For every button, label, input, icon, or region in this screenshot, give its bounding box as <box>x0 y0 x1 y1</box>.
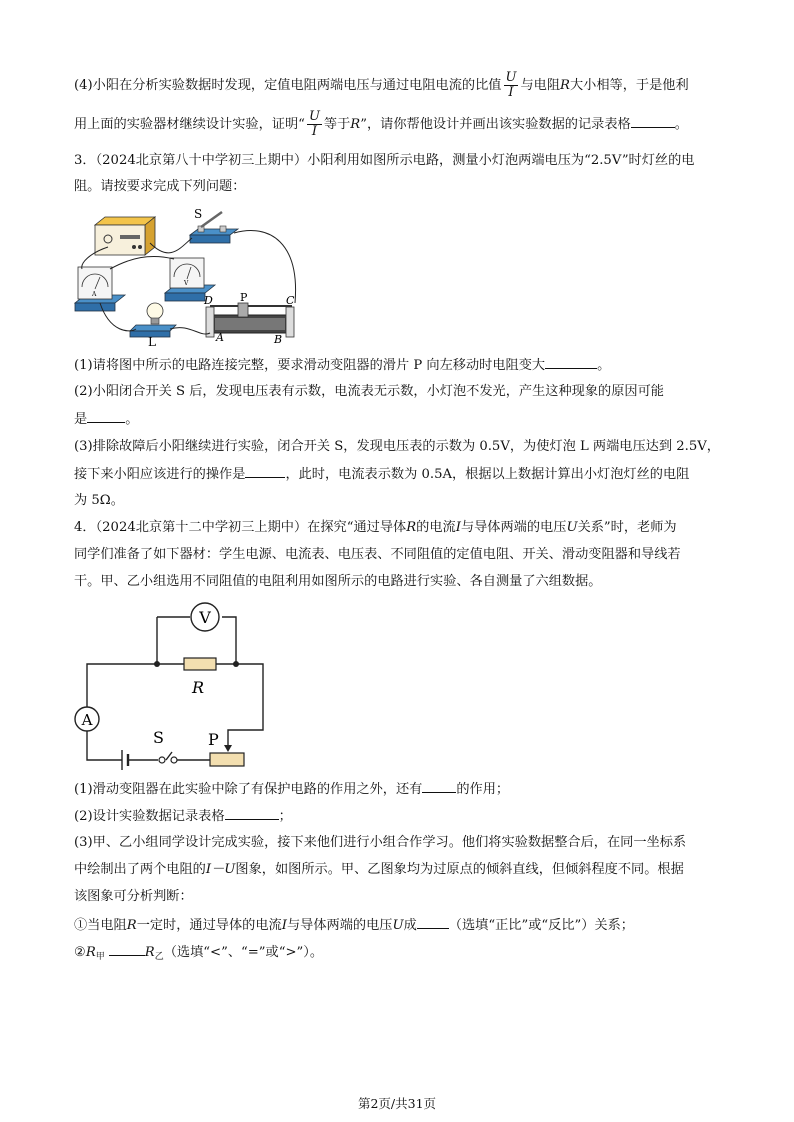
q3-p1-text: (1)请将图中所示的电路连接完整，要求滑动变阻器的滑片 P 向左移动时电阻变大 <box>74 358 546 373</box>
q4-part3-line3: 该图象可分析判断： <box>74 889 193 904</box>
var-I: I <box>281 918 287 933</box>
q4-c1-text-c: 与导体两端的电压 <box>286 918 393 933</box>
q3-stem-line2: 阻。请按要求完成下列问题： <box>74 179 246 194</box>
q4-c1-text-b: 一定时，通过导体的电流 <box>136 918 282 933</box>
q4-part3-line1: (3)甲、乙小组同学设计完成实验，接下来他们进行小组合作学习。他们将实验数据整合后，在同一坐标系 <box>74 835 687 850</box>
q4-c2-text-b: （选填“<”、“=”或“>”）。 <box>163 945 324 960</box>
var-R-yi: R <box>144 945 155 960</box>
svg-text:A: A <box>92 291 97 298</box>
page-footer: 第2页/共31页 <box>357 1096 437 1111</box>
lamp-icon <box>130 303 176 337</box>
switch-symbol <box>159 757 165 763</box>
junction-dot <box>154 661 160 667</box>
q3-circuit-figure <box>70 203 310 348</box>
answer-blank[interactable] <box>545 356 597 369</box>
q3-part3-line1: (3)排除故障后小阳继续进行实验，闭合开关 S，发现电压表的示数为 0.5V，为使灯泡 L 两端电压达到 2.5V， <box>74 439 720 454</box>
q3-part2-line1: (2)小阳闭合开关 S 后，发现电压表有示数，电流表无示数，小灯泡不发光，产生这种现象的原因可能 <box>74 384 664 399</box>
fraction-denominator: I <box>311 124 317 139</box>
terminal-C-label: C <box>286 294 295 307</box>
power-supply-icon <box>95 217 155 255</box>
q2-part4-line1 <box>74 71 724 100</box>
resistor-label: R <box>191 678 205 697</box>
q4-p2-text-b: ； <box>278 809 292 824</box>
svg-text:V: V <box>184 280 189 287</box>
fraction-numerator: U <box>308 109 320 124</box>
answer-blank[interactable] <box>417 916 449 929</box>
switch-symbol <box>171 757 177 763</box>
answer-blank[interactable] <box>631 115 675 128</box>
terminal-B-label: B <box>274 333 283 346</box>
q4-stem-text-b: 的电流 <box>416 520 456 535</box>
q2-p4-text-c: 大小相等，于是他利 <box>569 78 689 93</box>
voltmeter-label: V <box>199 608 211 627</box>
ratio-fraction-2 <box>307 110 322 139</box>
terminal-D-label: D <box>204 294 213 307</box>
q4-stem-line3: 干。甲、乙小组选用不同阻值的电阻利用如图所示的电路进行实验、各自测量了六组数据。 <box>74 574 602 589</box>
q3-p2b-end: 。 <box>125 412 139 427</box>
q3-part3-line2 <box>74 465 724 484</box>
switch-label: S <box>194 207 203 221</box>
switch-label: S <box>153 728 164 747</box>
subscript-yi: 乙 <box>154 952 164 962</box>
slider-label: P <box>208 730 219 749</box>
q4-conclusion-1 <box>74 916 724 935</box>
var-R: R <box>126 918 137 933</box>
var-I: I <box>455 520 461 535</box>
circuit-wires <box>87 617 263 760</box>
answer-blank[interactable] <box>87 410 125 423</box>
q3-stem-line1: 3．（2024北京第八十中学初三上期中）小阳利用如图所示电路，测量小灯泡两端电压为“2.5V”时灯丝的电 <box>74 153 695 168</box>
q4-part1 <box>74 780 724 799</box>
junction-dot <box>233 661 239 667</box>
terminal-A-label: A <box>216 331 224 344</box>
fraction-denominator: I <box>508 85 514 100</box>
q4-circuit-diagram <box>70 600 280 775</box>
answer-blank[interactable] <box>245 465 285 478</box>
q4-c1-text-e: （选填“正比”或“反比”）关系； <box>448 918 634 933</box>
ratio-fraction <box>504 71 519 100</box>
var-U: U <box>392 918 404 933</box>
q4-stem-line2: 同学们准备了如下器材：学生电源、电流表、电压表、不同阻值的定值电阻、开关、滑动变阻器和导线若 <box>74 547 681 562</box>
rheostat-symbol <box>210 753 244 766</box>
fraction-numerator: U <box>505 70 517 85</box>
q3-p3b-text-2: ，此时，电流表示数为 0.5A，根据以上数据计算出小灯泡灯丝的电阻 <box>285 467 690 482</box>
var-R: R <box>560 78 570 93</box>
q2-p4-text-b: 与电阻 <box>520 78 561 93</box>
q2-p4-text-d: 用上面的实验器材继续设计实验，证明“ <box>74 117 305 132</box>
q2-part4-line2 <box>74 110 724 139</box>
var-I-U: I－U <box>205 862 236 877</box>
slider-P-label: P <box>240 291 248 304</box>
q3-p1-end: 。 <box>597 358 611 373</box>
q3-part2-line2 <box>74 410 724 429</box>
q2-p4-end: 。 <box>674 117 688 132</box>
var-R: R <box>350 117 361 132</box>
q2-p4-text-f: ”，请你帮他设计并画出该实验数据的记录表格 <box>360 117 631 132</box>
q4-stem-text-d: 关系”时，老师为 <box>577 520 677 535</box>
answer-blank[interactable] <box>422 780 456 793</box>
resistor-symbol <box>184 658 216 670</box>
q4-p1-text-a: (1)滑动变阻器在此实验中除了有保护电路的作用之外，还有 <box>74 782 423 797</box>
q3-p3b-text-1: 接下来小阳应该进行的操作是 <box>74 467 246 482</box>
q4-part2 <box>74 807 724 826</box>
q4-stem-line1 <box>74 519 724 537</box>
var-R-jia: R <box>85 945 96 960</box>
answer-blank[interactable] <box>109 943 145 956</box>
q3-part1 <box>74 356 724 375</box>
ammeter-label: A <box>81 711 93 729</box>
answer-blank[interactable] <box>225 807 279 820</box>
var-R: R <box>406 520 417 535</box>
q4-conclusion-2 <box>74 943 724 966</box>
q4-p2-text-a: (2)设计实验数据记录表格 <box>74 809 225 824</box>
q2-p4-text-e: 等于 <box>323 117 351 132</box>
q4-p3-text-b: 图象，如图所示。甲、乙图象均为过原点的倾斜直线，但倾斜程度不同。根据 <box>235 862 684 877</box>
q2-p4-text-a: (4)小阳在分析实验数据时发现，定值电阻两端电压与通过电阻电流的比值 <box>74 78 502 93</box>
q3-p2b-text: 是 <box>74 412 88 427</box>
q4-c2-text-a: ② <box>74 945 86 960</box>
q4-p1-text-b: 的作用； <box>456 782 510 797</box>
lamp-label: L <box>148 335 156 348</box>
q3-part3-line3: 为 5Ω。 <box>74 493 124 508</box>
q4-c1-text-d: 成 <box>403 918 417 933</box>
var-U: U <box>566 520 578 535</box>
subscript-jia: 甲 <box>95 952 105 962</box>
q4-part3-line2 <box>74 861 724 879</box>
q4-p3-text-a: 中绘制出了两个电阻的 <box>74 862 206 877</box>
q4-stem-text-a: 4．（2024北京第十二中学初三上期中）在探究“通过导体 <box>74 520 407 535</box>
slider-arrow <box>224 745 232 752</box>
q4-stem-text-c: 与导体两端的电压 <box>460 520 567 535</box>
q4-c1-text-a: ①当电阻 <box>74 918 127 933</box>
